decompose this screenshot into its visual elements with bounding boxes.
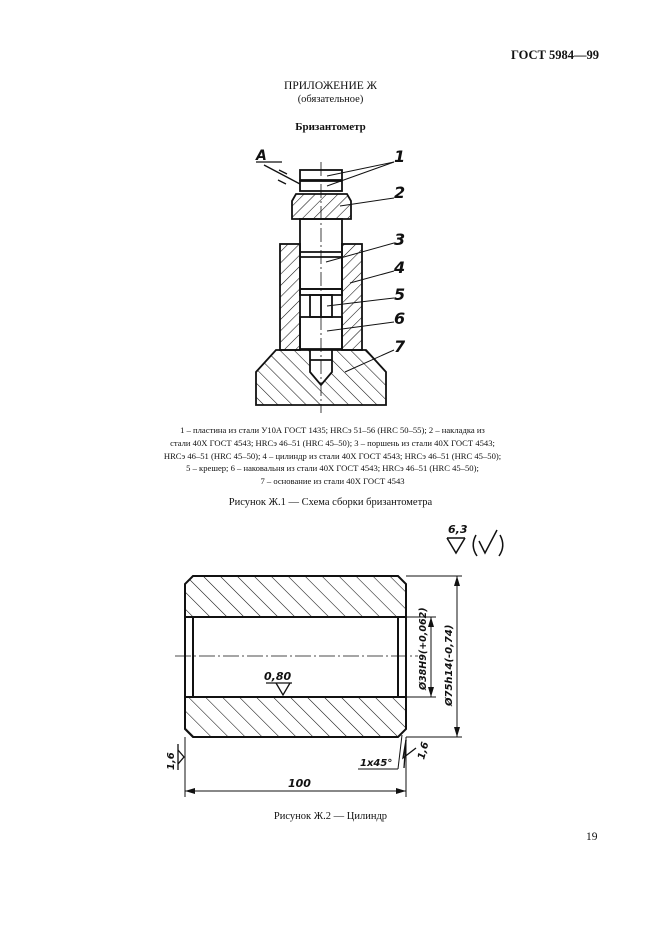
- view-a-label: А: [256, 148, 267, 164]
- roughness-chamfer-icon: [403, 740, 416, 768]
- dim-inner-diameter: Ø38H9(+0,062): [418, 607, 429, 690]
- appendix-status: (обязательное): [297, 94, 364, 105]
- dim-outer-diameter: Ø75h14(-0,74): [444, 624, 455, 706]
- roughness-general-value: 6,3: [448, 523, 468, 536]
- callout-4: 4: [394, 258, 406, 277]
- roughness-left-icon: [178, 744, 184, 770]
- figure2-caption: Рисунок Ж.2 — Цилиндр: [273, 811, 388, 822]
- roughness-inner-value: 0,80: [264, 670, 292, 683]
- callout-2: 2: [394, 183, 406, 202]
- legend-line: стали 40Х ГОСТ 4543; HRCэ 46–51 (HRC 45–50); 3 – поршень из стали 40Х ГОСТ 4543;: [170, 437, 495, 448]
- roughness-chamfer-value: 1,6: [416, 740, 432, 761]
- dim-length: 100: [288, 777, 311, 790]
- standard-code: ГОСТ 5984—99: [510, 48, 599, 62]
- callout-3: 3: [394, 230, 406, 249]
- callout-1: 1: [394, 147, 406, 166]
- dim-chamfer: 1x45°: [360, 758, 393, 769]
- section-title: Бризантометр: [295, 121, 366, 133]
- figure1-caption: Рисунок Ж.1 — Схема сборки бризантометра: [228, 497, 433, 508]
- legend-line: HRCэ 46–51 (HRC 45–50); 4 – цилиндр из стали 40Х ГОСТ 4543; HRCэ 46–51 (HRC 45–50);: [163, 450, 502, 461]
- legend-line: 1 – пластина из стали У10А ГОСТ 1435; HRCэ 51–56 (HRC 50–55); 2 – накладка из: [180, 425, 485, 435]
- legend-line: 7 – основание из стали 40Х ГОСТ 4543: [260, 476, 405, 487]
- callout-5: 5: [394, 285, 406, 304]
- appendix-title: ПРИЛОЖЕНИЕ Ж: [284, 80, 377, 92]
- callout-6: 6: [394, 309, 406, 328]
- roughness-left-value: 1,6: [166, 752, 177, 770]
- page-number: 19: [586, 831, 598, 843]
- callout-7: 7: [394, 337, 406, 356]
- legend-line: 5 – крешер; 6 – наковальня из стали 40Х ГОСТ 4543; HRCэ 46–51 (HRC 45–50);: [186, 463, 479, 474]
